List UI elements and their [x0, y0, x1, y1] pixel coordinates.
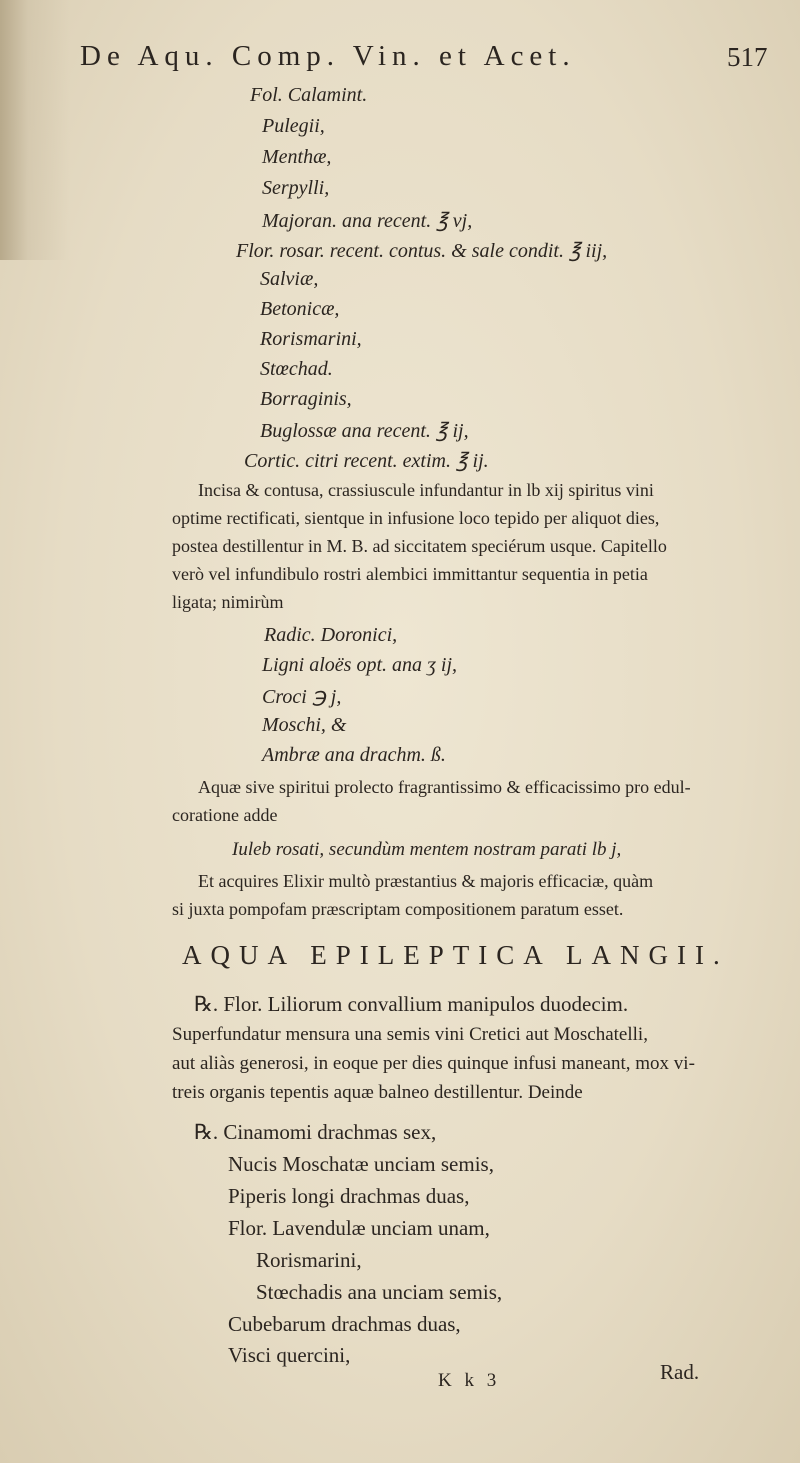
recipe-line: Rorismarini,: [256, 1248, 362, 1272]
recipe-line: Cortic. citri recent. extim. ℥ ij.: [244, 450, 489, 472]
recipe-line: Cubebarum drachmas duas,: [228, 1312, 461, 1336]
running-title: De Aqu. Comp. Vin. et Acet.: [80, 40, 576, 72]
recipe-line: Salviæ,: [260, 268, 319, 290]
recipe-line: Moschi, &: [262, 714, 347, 736]
body-line: Superfundatur mensura una semis vini Cretici aut Moschatelli,: [172, 1024, 648, 1045]
body-line: Incisa & contusa, crassiuscule infundantur in lb xij spiritus vini: [198, 480, 654, 500]
recipe-line: Rorismarini,: [260, 328, 362, 350]
recipe-line: Stœchad.: [260, 358, 333, 380]
recipe-line: Flor. rosar. recent. contus. & sale condit. ℥ iij,: [236, 240, 608, 262]
signature-mark: K k 3: [438, 1370, 501, 1391]
body-line: Iuleb rosati, secundùm mentem nostram parati lb j,: [232, 839, 622, 860]
recipe-line: Visci quercini,: [228, 1343, 351, 1367]
body-line: verò vel infundibulo rostri alembici immittantur sequentia in petia: [172, 564, 648, 584]
recipe-line: ℞. Cinamomi drachmas sex,: [194, 1120, 437, 1144]
body-line: optime rectificati, sientque in infusione loco tepido per aliquot dies,: [172, 508, 660, 528]
recipe-line: Ligni aloës opt. ana ʒ ij,: [262, 654, 457, 676]
section-title: AQUA EPILEPTICA LANGII.: [182, 940, 729, 970]
recipe-line: Croci ℈ j,: [262, 686, 342, 708]
body-line: coratione adde: [172, 805, 278, 825]
recipe-line: Betonicæ,: [260, 298, 340, 320]
recipe-line: Ambræ ana drachm. ß.: [262, 744, 446, 766]
body-line: Aquæ sive spiritui prolecto fragrantissimo & efficacissimo pro edul-: [198, 777, 691, 797]
body-line: postea destillentur in M. B. ad siccitatem speciérum usque. Capitello: [172, 536, 667, 556]
recipe-line: Menthæ,: [262, 146, 332, 168]
body-line: ligata; nimirùm: [172, 592, 284, 612]
recipe-line: Pulegii,: [262, 115, 325, 137]
body-line: Et acquires Elixir multò præstantius & majoris efficaciæ, quàm: [198, 871, 654, 891]
recipe-line: Radic. Doronici,: [264, 624, 398, 646]
recipe-line: Buglossæ ana recent. ℥ ij,: [260, 420, 469, 442]
body-line: treis organis tepentis aquæ balneo destillentur. Deinde: [172, 1082, 583, 1103]
recipe-line: Stœchadis ana unciam semis,: [256, 1280, 503, 1304]
page-stain: [0, 0, 70, 260]
recipe-line: Serpylli,: [262, 177, 330, 199]
recipe-line: Borraginis,: [260, 388, 352, 410]
recipe-line: Piperis longi drachmas duas,: [228, 1184, 470, 1208]
body-line: ℞. Flor. Liliorum convallium manipulos duodecim.: [194, 992, 629, 1016]
recipe-line: Flor. Lavendulæ unciam unam,: [228, 1216, 490, 1240]
page-number: 517: [727, 42, 768, 72]
body-line: aut aliàs generosi, in eoque per dies quinque infusi maneant, mox vi-: [172, 1053, 695, 1074]
body-line: si juxta pompofam præscriptam compositionem paratum esset.: [172, 899, 624, 919]
recipe-line: Nucis Moschatæ unciam semis,: [228, 1152, 494, 1176]
catchword: Rad.: [660, 1360, 700, 1384]
recipe-line: Fol. Calamint.: [250, 84, 368, 106]
recipe-line: Majoran. ana recent. ℥ vj,: [262, 210, 473, 232]
